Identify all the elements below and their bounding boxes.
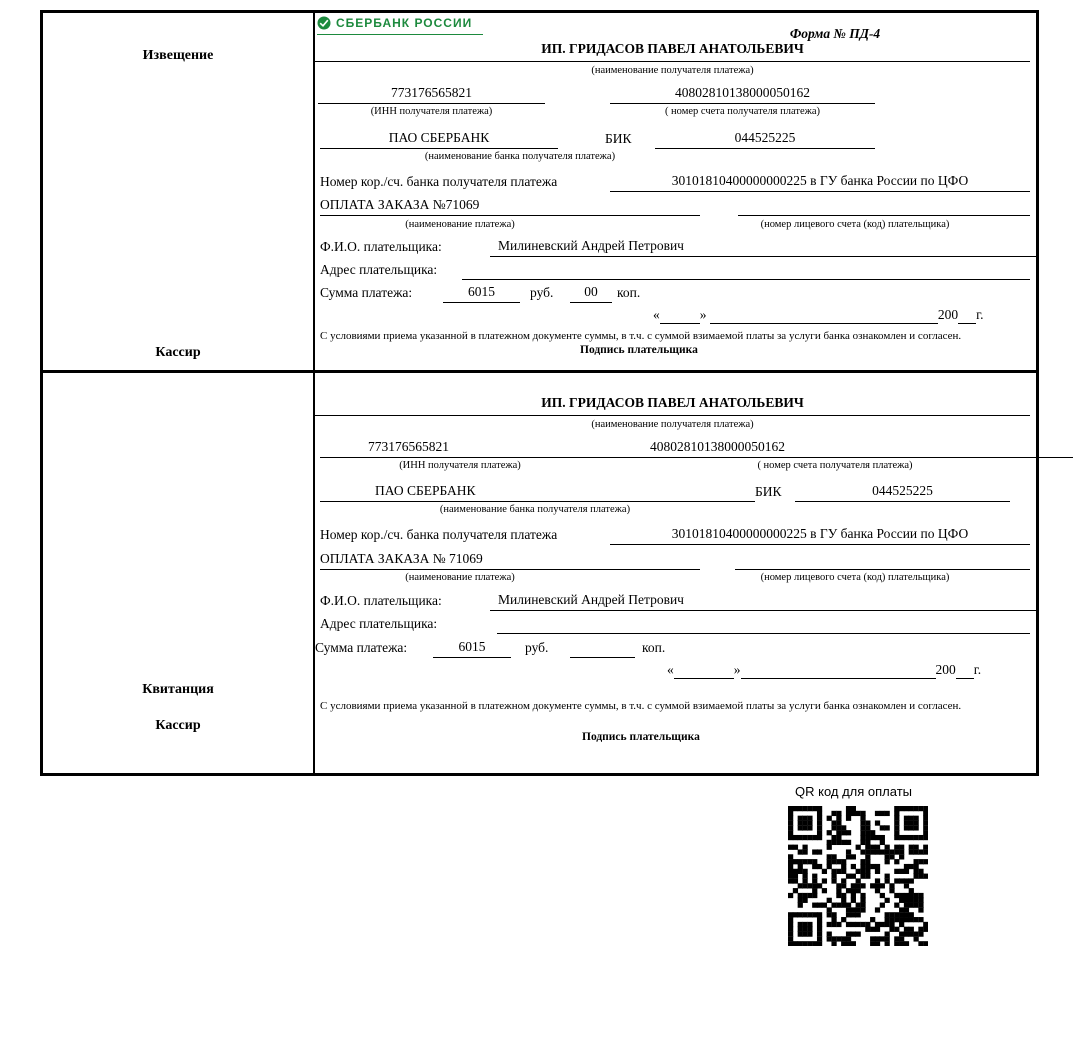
address-line [462, 261, 1030, 280]
inn-caption: (ИНН получателя платежа) [399, 460, 521, 471]
qr-label: QR код для оплаты [795, 784, 913, 799]
sberbank-logo-icon [317, 16, 331, 30]
inn-value: 773176565821 [320, 439, 648, 458]
agreement-text: С условиями приема указанной в платежном документе суммы, в т.ч. с суммой взимаемой платы за услуги банка ознакомлен и согласен. [320, 700, 962, 712]
address-line [497, 615, 1030, 634]
signature-label: Подпись плательщика [582, 731, 700, 743]
cashier-label-receipt: Кассир [155, 718, 201, 733]
agreement-text: С условиями приема указанной в платежном документе суммы, в т.ч. с суммой взимаемой платы за услуги банка ознакомлен и согласен. [320, 330, 962, 342]
date-close-quote: » [699, 307, 707, 322]
section-label-notice: Извещение [142, 48, 214, 63]
date-open-quote: « [667, 662, 674, 677]
payee-name: ИП. ГРИДАСОВ ПАВЕЛ АНАТОЛЬЕВИЧ [541, 395, 804, 410]
address-label: Адрес плательщика: [320, 616, 438, 631]
bank-name: ПАО СБЕРБАНК [320, 483, 755, 502]
receipt-section [315, 373, 1030, 770]
personal-account-line [738, 197, 1030, 216]
bik-value: 044525225 [795, 483, 1010, 502]
sum-label: Сумма платежа: [320, 285, 413, 300]
notice-section [315, 13, 1030, 370]
bik-label: БИК [755, 484, 782, 499]
bik-value: 044525225 [655, 130, 875, 149]
payment-form-pd4 [40, 10, 1039, 776]
purpose-caption: (наименование платежа) [405, 219, 515, 230]
rub-label: руб. [530, 285, 554, 300]
fio-value: Милиневский Андрей Петрович [490, 238, 1038, 257]
address-label: Адрес плательщика: [320, 262, 438, 277]
date-line [653, 306, 984, 324]
date-line [667, 661, 981, 679]
cashier-label-notice: Кассир [155, 345, 201, 360]
bank-name: ПАО СБЕРБАНК [320, 130, 558, 149]
sum-label: Сумма платежа: [315, 640, 408, 655]
date-year-suffix: г. [976, 307, 984, 322]
fio-value: Милиневский Андрей Петрович [490, 592, 1038, 611]
sum-rub-value: 6015 [433, 639, 511, 658]
payee-name-caption: (наименование получателя платежа) [591, 419, 754, 430]
kop-label: коп. [617, 285, 641, 300]
kop-label: коп. [642, 640, 666, 655]
purpose-value: ОПЛАТА ЗАКАЗА №71069 [320, 197, 700, 216]
sberbank-logo-text: СБЕРБАНК РОССИИ [336, 16, 473, 30]
bank-caption: (наименование банка получателя платежа) [424, 151, 616, 162]
fio-label: Ф.И.О. плательщика: [320, 239, 442, 254]
rub-label: руб. [525, 640, 549, 655]
date-day-line [660, 308, 700, 324]
date-month-line [741, 663, 936, 679]
date-year-suffix: г. [973, 662, 982, 677]
date-year-line [958, 308, 976, 324]
fio-label: Ф.И.О. плательщика: [320, 593, 442, 608]
corr-value: 30101810400000000225 в ГУ банка России по ЦФО [610, 173, 1030, 192]
bik-label: БИК [605, 131, 632, 146]
account-caption: ( номер счета получателя платежа) [664, 106, 821, 117]
purpose-caption: (наименование платежа) [405, 572, 515, 583]
corr-label: Номер кор./сч. банка получателя платежа [320, 527, 558, 542]
section-label-receipt: Квитанция [142, 682, 214, 697]
sum-rub-value: 6015 [443, 284, 520, 303]
personal-account-caption: (номер лицевого счета (код) плательщика) [760, 572, 950, 583]
personal-account-caption: (номер лицевого счета (код) плательщика) [760, 219, 950, 230]
date-close-quote: » [733, 662, 741, 677]
date-month-line [710, 308, 938, 324]
date-year: 200 [935, 662, 956, 677]
qr-code [788, 806, 928, 946]
date-day-line [674, 663, 734, 679]
bank-caption: (наименование банка получателя платежа) [439, 504, 631, 515]
sum-kop-value: 00 [570, 284, 612, 303]
date-open-quote: « [653, 307, 660, 322]
date-year: 200 [937, 307, 959, 322]
sum-kop-value [570, 639, 635, 658]
title-underline [315, 415, 1030, 416]
date-year-line [956, 663, 974, 679]
purpose-value: ОПЛАТА ЗАКАЗА № 71069 [320, 551, 700, 570]
corr-label: Номер кор./сч. банка получателя платежа [320, 174, 558, 189]
sberbank-logo [317, 16, 483, 35]
personal-account-line [735, 551, 1030, 570]
payee-name-caption: (наименование получателя платежа) [591, 65, 754, 76]
account-value: 40802810138000050162 [610, 85, 875, 104]
inn-value: 773176565821 [318, 85, 545, 104]
signature-label: Подпись плательщика [580, 344, 698, 356]
corr-value: 30101810400000000225 в ГУ банка России по ЦФО [610, 526, 1030, 545]
form-number: Форма № ПД-4 [789, 26, 881, 41]
inn-caption: (ИНН получателя платежа) [370, 106, 493, 117]
account-caption: ( номер счета получателя платежа) [757, 460, 913, 471]
payee-name: ИП. ГРИДАСОВ ПАВЕЛ АНАТОЛЬЕВИЧ [541, 41, 804, 56]
title-underline [315, 61, 1030, 62]
account-value: 40802810138000050162 [607, 439, 1073, 458]
